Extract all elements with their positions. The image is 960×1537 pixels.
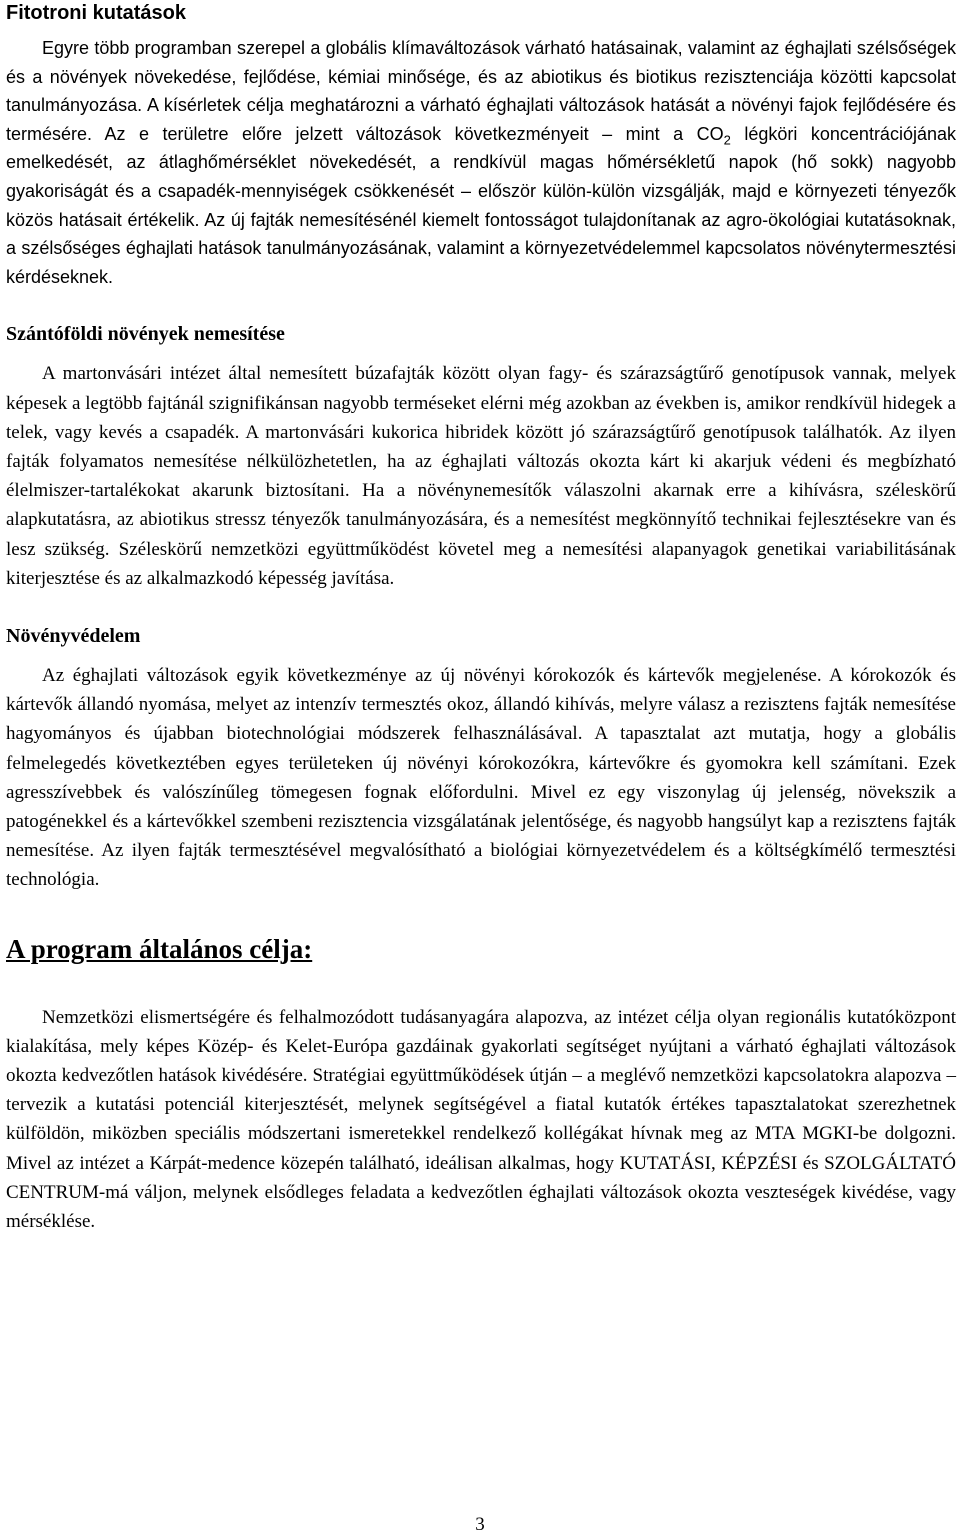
section-title-plant-protection: Növényvédelem (6, 624, 141, 647)
paragraph-program-goal: Nemzetközi elismertségére és felhalmozódott tudásanyagára alapozva, az intézet célja olyan regionális kutatóközpont kialakítása, mely képes Közép- és Kelet-Európa gazdáinak gyakorlati segítséget nyújtani a várható éghajlati változások okozta kedvezőtlen hatások kivédésére. Stratégiai együttműködések útján – a meglévő nemzetközi kapcsolatokra alapozva – tervezik a kutatási potenciál kiterjesztését, melynek segítségével a fiatal kutatók értékes tapasztalatokat szerezhetnek külföldön, miközben speciális módszertani ismeretekkel rendelkező kollégákat hívnak meg az MTA MGKI-be dolgozni. Mivel az intézet a Kárpát-medence közepén található, ideálisan alkalmas, hogy KUTATÁSI, KÉPZÉSI és SZOLGÁLTATÓ CENTRUM-má váljon, melynek elsődleges feladata a kedvezőtlen éghajlati változások okozta veszteségek kivédése, vagy mérséklése. (6, 1006, 956, 1233)
co2-subscript: 2 (723, 132, 731, 148)
document-page (6, 0, 956, 1236)
paragraph-breeding: A martonvásári intézet által nemesített búzafajták között olyan fagy- és szárazságtűrő genotípusok vannak, melyek képesek a legtöbb fajtánál szignifikánsan nagyobb terméseket elérni még azokban az években is, amikor rendkívül hidegek a telek, vagy kevés a csapadék. A martonvásári kukorica hibridek között jó szárazságtűrő genotípusok találhatók. Az ilyen fajták folyamatos nemesítése nélkülözhetetlen, ha az éghajlati változás okozta kárt ki akarjuk védeni és megbízható élelmiszer-tartalékokat akarunk biztosítani. Ha a növénynemesítők válaszolni akarnak erre a kihívásra, széleskörű alapkutatásra, az abiotikus stressz tényezők tanulmányozására, és a nemesítést megkönnyítő technikai fejlesztésekre van és lesz szükség. Széleskörű nemzetközi együttműködést követel meg a nemesítési alapanyagok genetikai variabilitásának kiterjesztése és az alkalmazkodó képesség javítása. (6, 363, 956, 589)
paragraph-fitotron-part2: légköri koncentrációjának emelkedését, az átlaghőmérséklet növekedését, a rendkívül magas hőmérsékletű napok (hő sokk) nagyobb gyakoriságát és a csapadék-mennyiségek csökkenését – először külön-külön vizsgálják, majd e környezeti tényezők közös hatásait értékelik. Az új fajták nemesítésénél kiemelt fontosságot tulajdonítanak az agro-ökológiai kutatásoknak, a szélsőséges éghajlati hatások tanulmányozásának, valamint a környezetvédelemmel kapcsolatos növénytermesztési kérdéseknek. (6, 123, 956, 287)
paragraph-fitotron-part1: Egyre több programban szerepel a globális klímaváltozások várható hatásainak, valamint az éghajlati szélsőségek és a növények növekedése, fejlődése, kémiai minősége, és az abiotikus és biotikus rezisztenciája közötti kapcsolat tanulmányozása. A kísérletek célja meghatározni a várható éghajlati változások hatását a növényi fajok fejlődésére és termésére. Az e területre előre jelzett változások következményeit – mint a CO (6, 38, 956, 144)
paragraph-plant-protection: Az éghajlati változások egyik következménye az új növényi kórokozók és kártevők megjelenése. A kórokozók és kártevők állandó nyomása, melyet az intenzív termesztés okoz, állandó kihívás, melyre válasz a rezisztens fajták nemesítése hagyományos és újabban biotechnológiai módszerek felhasználásával. A tapasztalat azt mutatja, hogy a globális felmelegedés következtében egyes területeken új növényi kórokozókra, kártevőkre és gyomokra kell számítani. Ezek agresszívebbek és valószínűleg tömegesen fognak előfordulni. Mivel ez egy viszonylag új jelenség, növekszik a patogénekkel és a kártevőkkel szembeni rezisztencia vizsgálatának jelentősége, és nagyobb hangsúlyt kap a rezisztens fajták nemesítése. Az ilyen fajták termesztésével megvalósítható a biológiai környezetvédelem és a költségkímélő termesztési technológia. (6, 664, 956, 891)
section-title-breeding: Szántóföldi növények nemesítése (6, 323, 285, 346)
section-title-fitotron: Fitotroni kutatások (6, 2, 187, 24)
page-number: 3 (475, 1514, 485, 1535)
section-title-program-goal: A program általános célja: (6, 933, 313, 964)
paragraph-fitotron (6, 34, 956, 291)
